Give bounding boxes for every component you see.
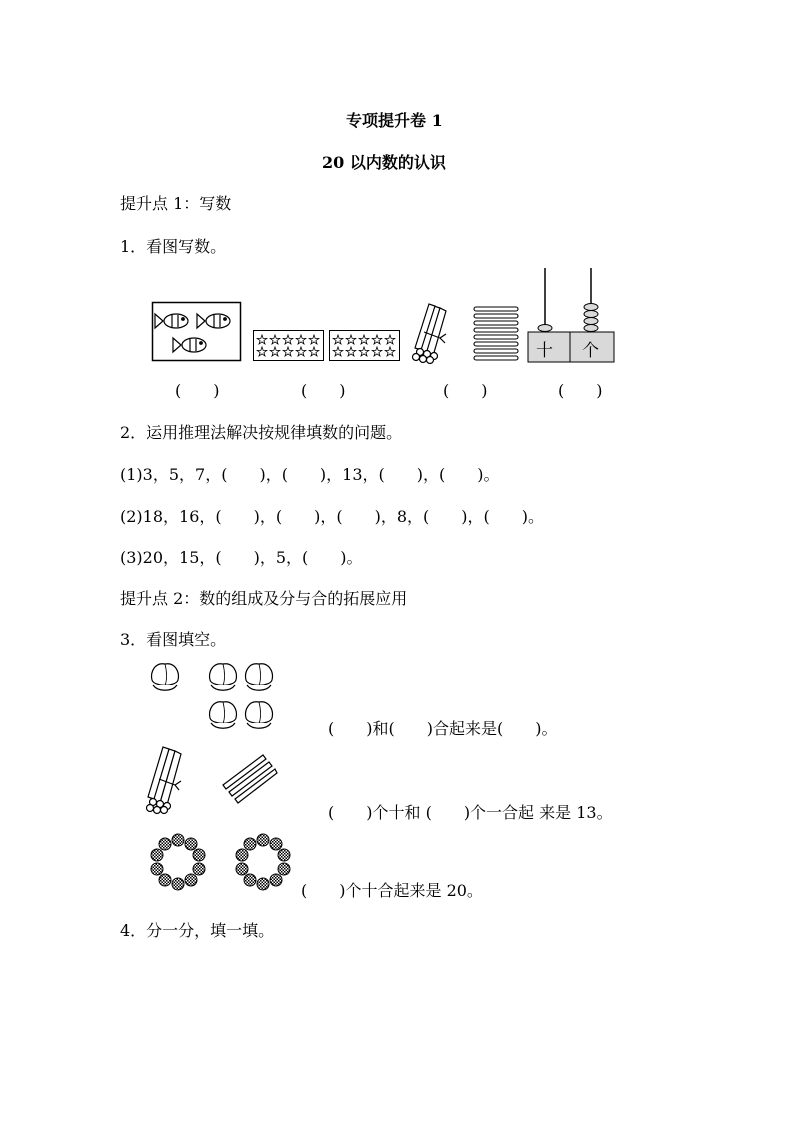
peach-icon [246, 702, 273, 729]
fill-row-3[interactable]: ( )个十合起来是 20。 [301, 881, 483, 900]
abacus-label-ones: 个 [582, 341, 599, 361]
loose-sticks-icon [470, 305, 522, 363]
star-boxes [253, 330, 401, 362]
bead-ring-icon [236, 834, 290, 890]
question-2-label: 2．运用推理法解决按规律填数的问题。 [120, 423, 403, 442]
answer-blank-3[interactable]: ( ) [443, 381, 488, 400]
peach-icon [210, 664, 237, 691]
fill-row-1[interactable]: ( )和( )合起来是( )。 [328, 719, 558, 738]
question-3-label: 3．看图填空。 [120, 630, 227, 649]
question-1-label: 1．看图写数。 [120, 237, 227, 256]
page-subtitle: 20 以内数的认识 [322, 153, 446, 172]
section-heading-1: 提升点 1：写数 [120, 194, 232, 213]
sequence-line-1[interactable]: (1)3，5，7，( )，( )，13，( )，( )。 [120, 465, 500, 484]
bundle-and-sticks-picture [145, 745, 275, 813]
stick-bundle-icon [410, 302, 450, 364]
peach-icon [210, 702, 237, 729]
bead-ring-icon [151, 834, 205, 890]
fish-picture [152, 302, 242, 362]
page-title: 专项提升卷 1 [346, 111, 443, 130]
section-heading-2: 提升点 2：数的组成及分与合的拓展应用 [120, 589, 408, 608]
peach-icon [152, 664, 179, 691]
question-4-label: 4．分一分，填一填。 [120, 921, 275, 940]
bead-rings-picture [148, 830, 308, 896]
answer-blank-2[interactable]: ( ) [301, 381, 346, 400]
abacus-label-tens: 十 [536, 341, 553, 361]
sequence-line-2[interactable]: (2)18，16，( )，( )，( )，8，( )，( )。 [120, 507, 544, 526]
loose-sticks-icon [223, 755, 277, 803]
sequence-line-3[interactable]: (3)20，15，( )，5，( )。 [120, 548, 363, 567]
fill-row-2[interactable]: ( )个十和 ( )个一合起 来是 13。 [328, 803, 613, 822]
peaches-picture [145, 658, 285, 734]
peach-icon [246, 664, 273, 691]
answer-blank-1[interactable]: ( ) [175, 381, 220, 400]
answer-blank-4[interactable]: ( ) [558, 381, 603, 400]
